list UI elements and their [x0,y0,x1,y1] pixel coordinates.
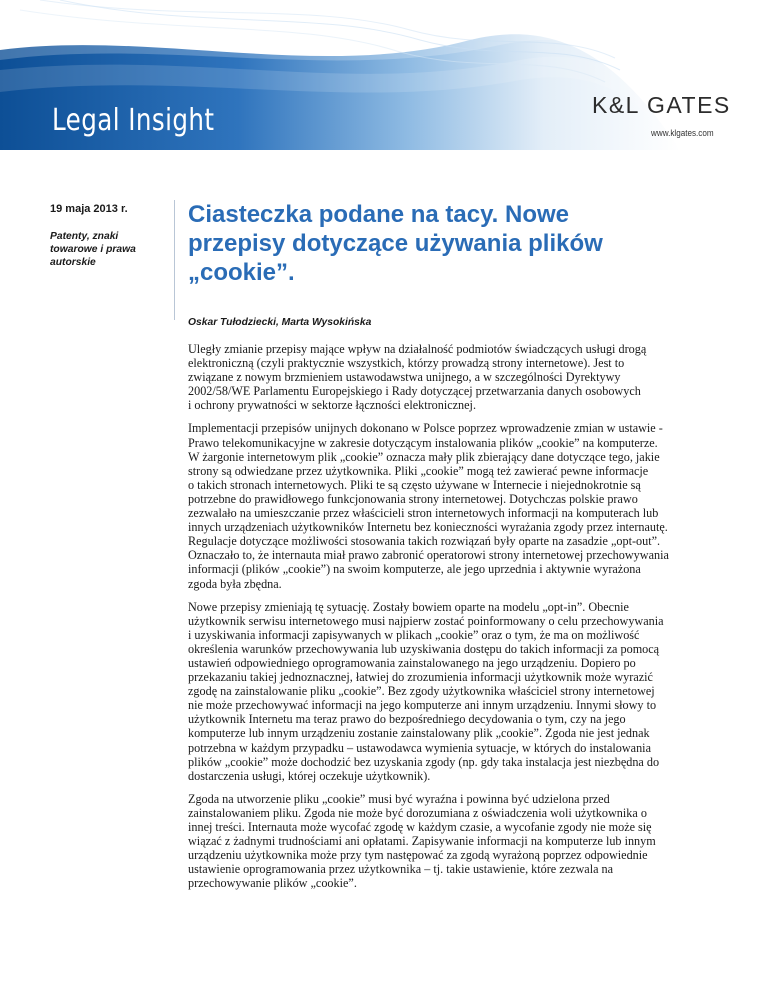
paragraph: Implementacji przepisów unijnych dokonano w Polsce poprzez wprowadzenie zmian w ustawie - Prawo telekomunikacyjne w zakresie dotyczącym instalowania plików „cookie” na komputerze. W żargonie internetowym plik „cookie” oznacza mały plik zbierający dane dotyczące tego, jakie strony są odwiedzane przez użytkownika. Pliki „cookie” mogą też zawierać pewne informacje o takich stronach internetowych. Pliki te są często używane w Internecie i niejednokrotnie są potrzebne do prawidłowego funkcjonowania strony internetowej. Dotychczas polskie prawo zezwalało na umieszczanie przez właścicieli stron internetowych informacji na komputerach lub innych urządzeniach użytkowników Internetu bez konieczności wyrażania zgody przez internautę. Regulacje dotyczące możliwości stosowania takich rozwiązań były oparte na zasadzie „opt-out”. Oznaczało to, że internauta miał prawo zabronić operatorowi strony internetowej przechowywania informacji (plików „cookie”) na swoim komputerze, ale jego uprzednia i aktywnie wyrażona zgoda była zbędna. [188,421,669,591]
category-label: Patenty, znaki towarowe i prawa autorskie [50,231,136,268]
brand-logo: K&L GATES [592,92,731,118]
article-authors: Oskar Tułodziecki, Marta Wysokińska [188,317,372,328]
paragraph: Nowe przepisy zmieniają tę sytuację. Zostały bowiem oparte na modelu „opt-in”. Obecnie użytkownik serwisu internetowego musi najpierw zostać poinformowany o celu przechowywania i uzyskiwania informacji zapisywanych w plikach „cookie” oraz o tym, że ma on możliwość określenia warunków przechowywania lub uzyskiwania dostępu do takich informacji za pomocą ustawień odpowiedniego oprogramowania zainstalowanego na jego urządzeniu. Dopiero po przekazaniu takiej jednoznacznej, łatwiej do zrozumienia informacji użytkownik może wyrazić zgodę na zainstalowanie pliku „cookie”. Bez zgody użytkownika właściciel strony internetowej nie może przechowywać informacji na jego komputerze ani innym urządzeniu. Innymi słowy to użytkownik Internetu ma teraz prawo do bezpośredniego decydowania o tym, czy na jego komputerze lub innym urządzeniu zostanie zainstalowany plik „cookie”. Zgoda nie jest jednak potrzebna w każdym przypadku – ustawodawca wymienia sytuacje, w których do instalowania plików „cookie” może dochodzić bez uzyskania zgody (np. gdy taka instalacja jest niezbędna do dostarczenia usługi, której oczekuje użytkownik). [188,599,664,783]
publication-date: 19 maja 2013 r. [50,203,128,215]
sidebar [50,203,162,269]
paragraph: Uległy zmianie przepisy mające wpływ na działalność podmiotów świadczących usługi drogą elektroniczną (czyli praktycznie wszystkich, którzy prowadzą strony internetowe). Jest to związane z nowym brzmieniem ustawodawstwa unijnego, a w szczególności Dyrektywy 2002/58/WE Parlamentu Europejskiego i Rady dotyczącej przetwarzania danych osobowych i ochrony prywatności w sektorze łączności elektronicznej. [188,342,647,413]
header-banner [0,0,768,160]
article [188,200,728,899]
column-divider [174,200,175,320]
brand-url[interactable]: www.klgates.com [651,128,714,138]
paragraph: Zgoda na utworzenie pliku „cookie” musi być wyraźna i powinna być udzielona przed zainstalowaniem pliku. Zgoda nie może być dorozumiana z oświadczenia woli użytkownika o innej treści. Internauta może wycofać zgodę w każdym czasie, a wycofanie zgody nie może się wiązać z żadnymi trudnościami ani opłatami. Zapisywanie informacji na komputerze lub innym urządzeniu użytkownika może przy tym następować za zgodą wyrażoną poprzez odpowiednie ustawienie oprogramowania przez użytkownika – tj. takie ustawienie, które zezwala na przechowywanie plików „cookie”. [188,791,656,891]
series-title: Legal Insight [52,103,215,138]
article-title: Ciasteczka podane na tacy. Nowe przepisy dotyczące używania plików „cookie”. [188,201,603,286]
